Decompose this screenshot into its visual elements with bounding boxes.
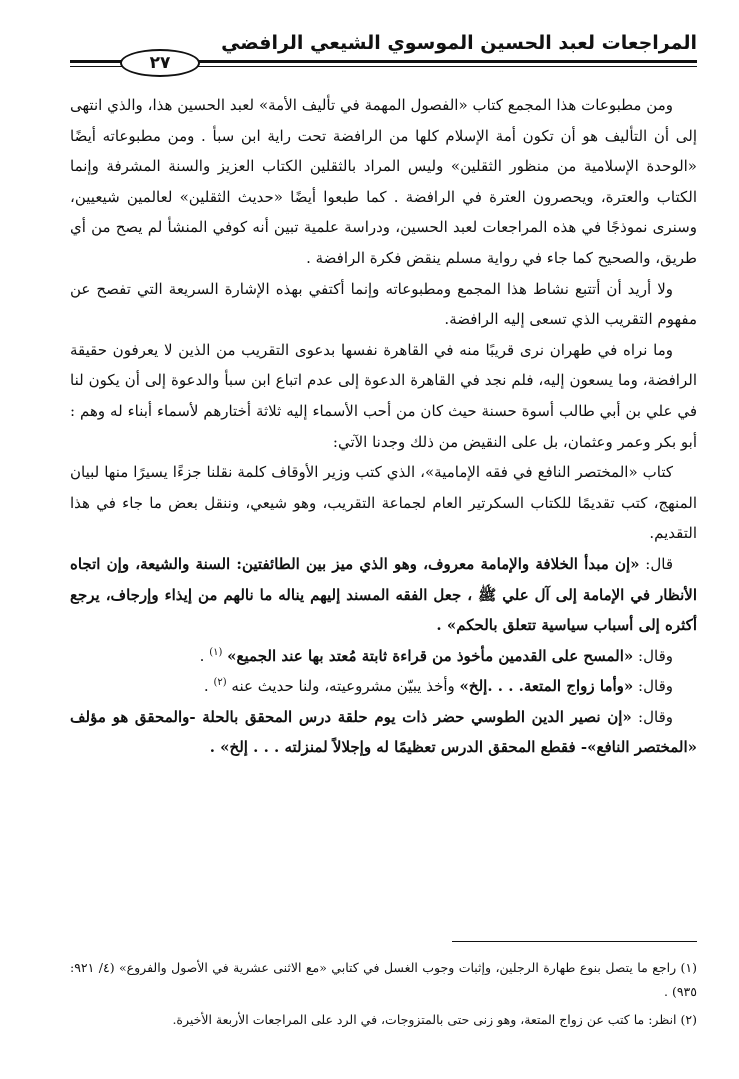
running-title: المراجعات لعبد الحسين الموسوي الشيعي الرافضي — [221, 32, 697, 54]
footnote: (٢) انظر: ما كتب عن زواج المتعة، وهو زنى حتى بالمتزوجات، في الرد على المراجعات الأربعة الأخيرة. — [172, 1012, 697, 1027]
paragraph: وما نراه في طهران نرى قريبًا منه في القاهرة نفسها بدعوى التقريب من الذين لا يعرفون حقيقة الرافضة، وما يسعون إليه، فلم نجد في القاهرة الدعوة إلى عدم اتباع ابن سبأ والدعوة إلى أن يكون لنا في علي بن أبي طالب أسوة حسنة حيث كان من أحب الأسماء إليه ثلاثة أختارهم لأسماء أبناء له وهم : أبو بكر وعمر وعثمان، بل على النقيض من ذلك وجدنا الآتي: — [70, 340, 697, 451]
quote-end: . — [199, 646, 205, 665]
quote-text: «إن نصير الدين الطوسي حضر ذات يوم حلقة درس المحقق بالحلة -والمحقق هو مؤلف «المختصر النافع»- فقطع المحقق الدرس تعظيمًا له وإجلالاً لمنزلته . . . إلخ» . — [70, 707, 697, 757]
quote-intro: وقال: — [633, 677, 673, 696]
page-number: ٢٧ — [120, 49, 200, 77]
quote-text: «وأما زواج المتعة. . . .إلخ» — [459, 677, 634, 696]
quote-text: «إن مبدأ الخلافة والإمامة معروف، وهو الذي ميز بين الطائفتين: السنة والشيعة، وإن اتجاه الأنظار في الإمامة إلى آل علي ﷺ ، جعل الفقه المسند إليهم يناله ما نالهم من إيذاء وإرجاف، يرجع أكثره إلى أسباب سياسية تتعلق بالحكم» . — [70, 554, 697, 635]
quote-intro: وقال: — [631, 707, 673, 726]
page-header — [70, 30, 697, 72]
quote-text: «المسح على القدمين مأخوذ من قراءة ثابتة مُعتد بها عند الجميع» — [227, 646, 634, 665]
quote-intro: قال: — [639, 554, 673, 573]
quote-intro: وقال: — [633, 646, 673, 665]
quote-paragraph — [70, 549, 697, 641]
quote-paragraph — [70, 641, 697, 672]
footnote: (١) راجع ما يتصل بنوع طهارة الرجلين، وإثبات وجوب الغسل في كتابي «مع الاثنى عشرية في الأصول والفروع» (٤/ ٩٢١: ٩٣٥) . — [70, 960, 698, 999]
paragraph: كتاب «المختصر النافع في فقه الإمامية»، الذي كتب وزير الأوقاف كلمة نقلنا جزءًا يسيرًا منها لبيان المنهج، كتب تقديمًا للكتاب السكرتير العام لجماعة التقريب، وهو شيعي، وننقل بعض ما جاء في هذا التقديم. — [70, 463, 697, 543]
footnote-mark: (٢) — [213, 677, 227, 689]
paragraph: ومن مطبوعات هذا المجمع كتاب «الفصول المهمة في تأليف الأمة» لعبد الحسين هذا، والذي انتهى إلى أن التأليف هو أن تكون أمة الإسلام كلها من الرافضة تحت راية ابن سبأ . ومن مطبوعاته أيضًا «الوحدة الإسلامية من منظور الثقلين» وليس المراد بالثقلين الكتاب العزيز والسنة المشرفة وإنما الكتاب والعترة، ويحصرون العترة في الرافضة . كما طبعوا أيضًا «حديث الثقلين» لعالمين شيعيين، وسنرى نموذجًا في هذه المراجعات لعبد الحسين، ودراسة علمية تبين أنه كوفي المنشأ لم يصح من أي طريق، والصحيح كما جاء في رواية مسلم ينقض فكرة الرافضة . — [70, 96, 697, 267]
quote-paragraph — [70, 702, 697, 763]
footnote-mark: (١) — [209, 646, 223, 658]
quote-paragraph — [70, 671, 697, 702]
footnotes — [70, 956, 697, 1036]
footnote-divider — [452, 941, 697, 942]
paragraph: ولا أريد أن أتتبع نشاط هذا المجمع ومطبوعاته وإنما أكتفي بهذه الإشارة السريعة التي تفصح عن مفهوم التقريب الذي تسعى إليه الرافضة. — [70, 279, 697, 329]
quote-end: . — [203, 677, 214, 696]
main-text — [70, 90, 697, 763]
quote-rest: وأخذ يبيّن مشروعيته، ولنا حديث عنه — [226, 677, 460, 696]
